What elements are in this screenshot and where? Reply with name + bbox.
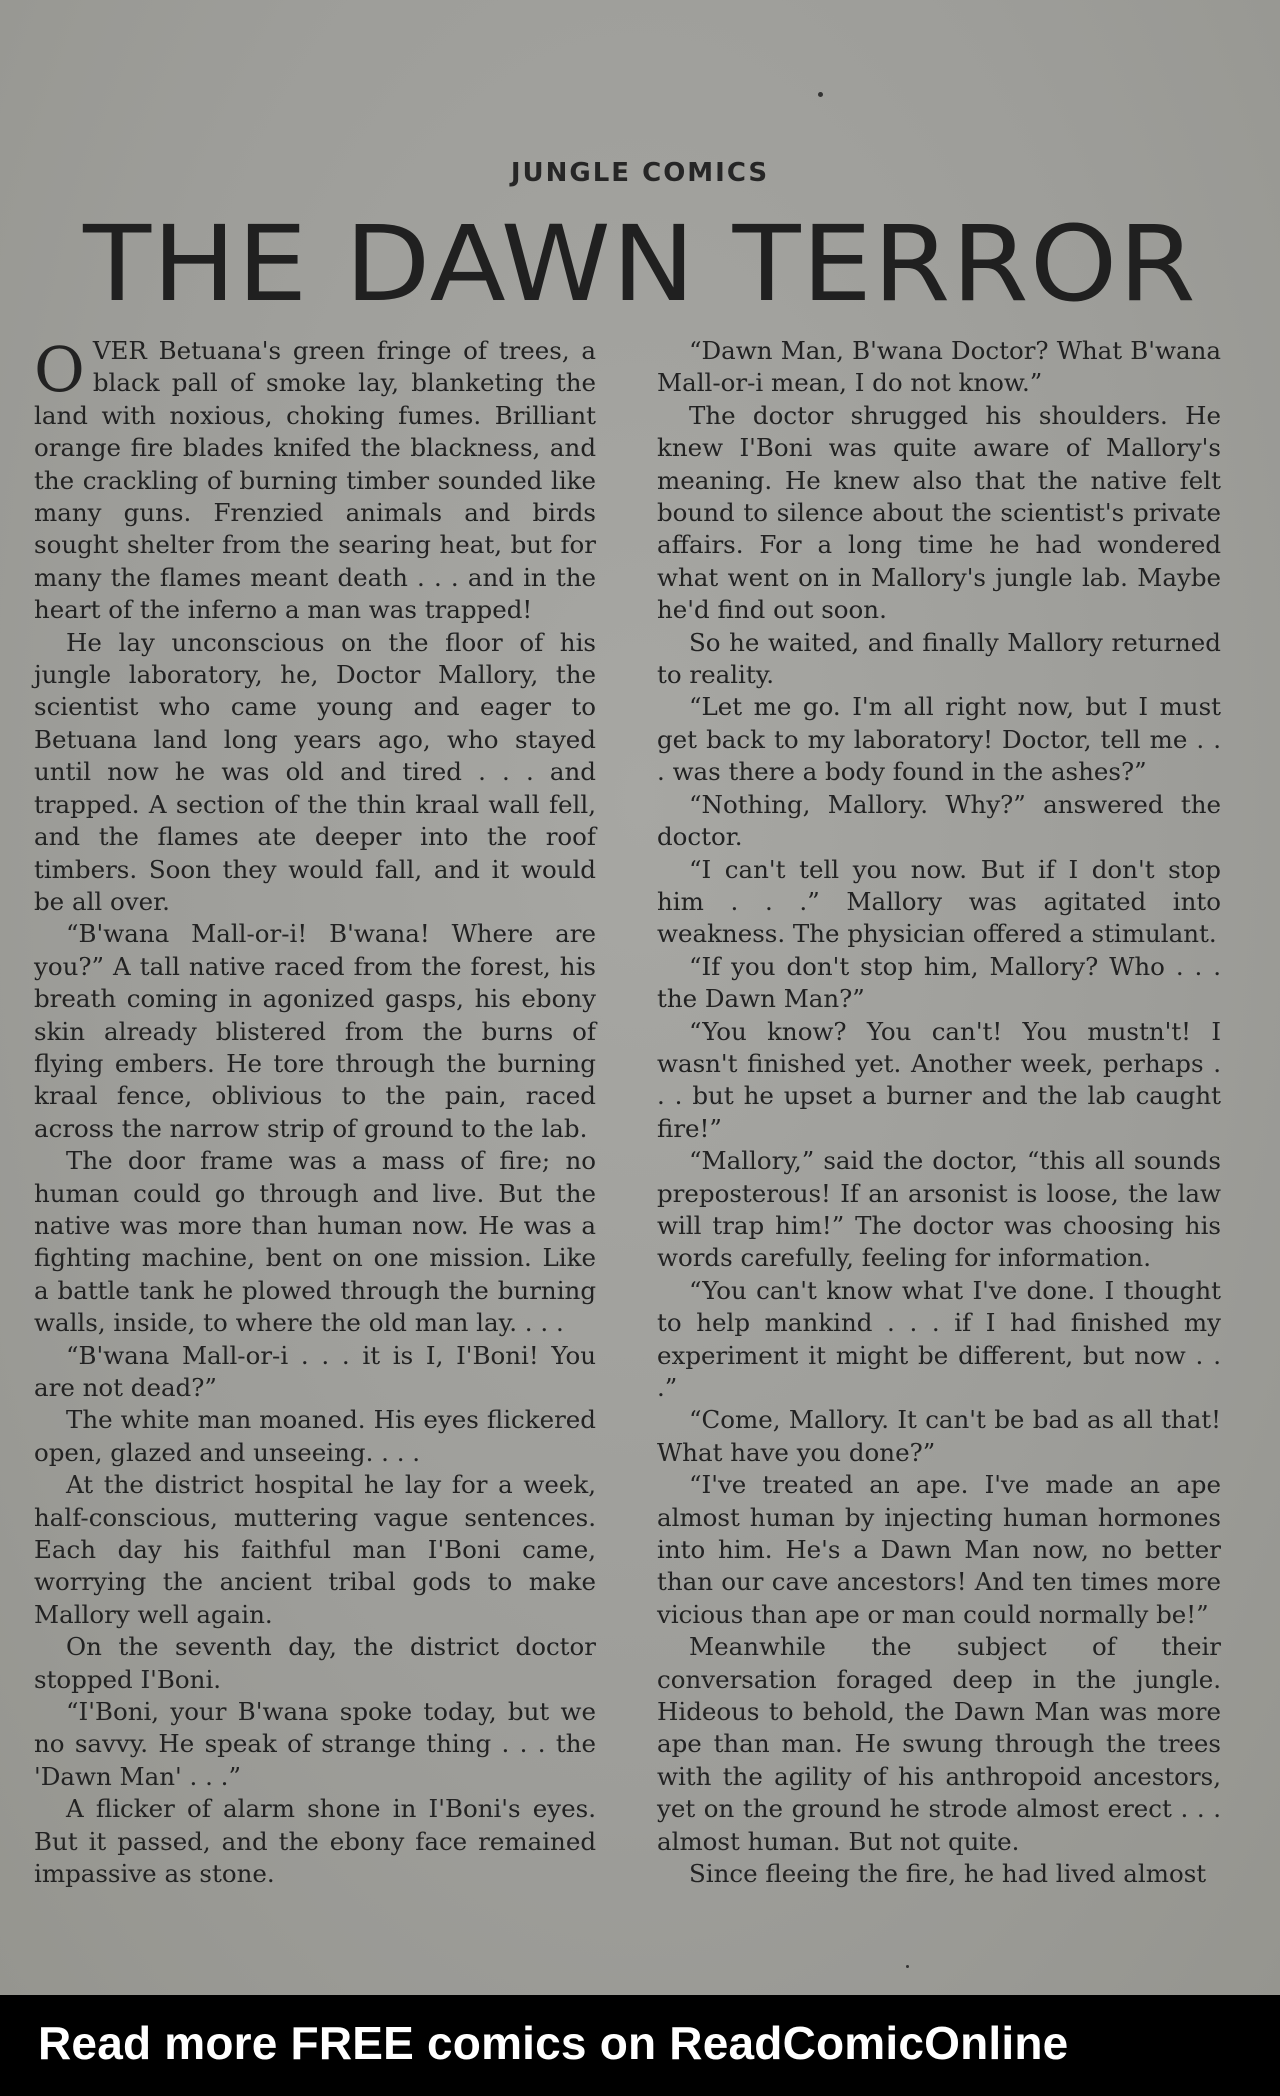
- story-paragraph: On the seventh day, the district doctor stopped I'Boni.: [34, 1632, 596, 1694]
- story-paragraph: “Nothing, Mallory. Why?” answered the doctor.: [657, 789, 1221, 852]
- story-paragraph: “If you don't stop him, Mallory? Who . . . the Dawn Man?”: [657, 951, 1221, 1014]
- story-paragraph: “I'Boni, your B'wana spoke today, but we no savvy. He speak of strange thing . . . the 'Dawn Man' . . .”: [34, 1697, 596, 1791]
- story-paragraph: A flicker of alarm shone in I'Boni's eyes. But it passed, and the ebony face remained impassive as stone.: [34, 1794, 596, 1889]
- paragraph-text: VER Betuana's green fringe of trees, a black pall of smoke lay, blanketing the land with noxious, choking fumes. Brilliant orange fire blades knifed the blackness, and the crackling of burning timber sounded like many guns. Frenzied animals and birds sought shelter from the searing heat, but for many the flames meant death . . . and in the heart of the inferno a man was trapped!: [34, 336, 596, 625]
- story-paragraph: “B'wana Mall-or-i . . . it is I, I'Boni! You are not dead?”: [34, 1340, 596, 1402]
- story-paragraph: The door frame was a mass of fire; no human could go through and live. But the native was more than human now. He was a fighting machine, bent on one mission. Like a battle tank he plowed through the burning walls, inside, to where the old man lay. . . .: [34, 1146, 596, 1338]
- story-paragraph: He lay unconscious on the floor of his jungle laboratory, he, Doctor Mallory, the scientist who came young and eager to Betuana land long years ago, who stayed until now he was old and tired . . . and trapped. A section of the thin kraal wall fell, and the flames ate deeper into the roof timbers. Soon they would fall, and it would be all over.: [34, 627, 596, 916]
- right-column: [657, 335, 1221, 1891]
- story-paragraph: “Let me go. I'm all right now, but I must get back to my laboratory! Doctor, tell me . . . was there a body found in the ashes?”: [657, 692, 1221, 787]
- story-paragraph: “B'wana Mall-or-i! B'wana! Where are you?” A tall native raced from the forest, his breath coming in agonized gasps, his ebony skin already blistered from the burns of flying embers. He tore through the burning kraal fence, oblivious to the pain, raced across the narrow strip of ground to the lab.: [34, 919, 596, 1143]
- story-paragraph: The doctor shrugged his shoulders. He knew I'Boni was quite aware of Mallory's meaning. He knew also that the native felt bound to silence about the scientist's private affairs. For a long time he had wondered what went on in Mallory's jungle lab. Maybe he'd find out soon.: [657, 400, 1221, 625]
- drop-cap: O: [34, 333, 85, 406]
- story-paragraph: “You know? You can't! You mustn't! I wasn't finished yet. Another week, perhaps . . . but he upset a burner and the lab caught fire!”: [657, 1016, 1221, 1143]
- story-paragraph: “You can't know what I've done. I thought to help mankind . . . if I had finished my experiment it might be different, but now . . .”: [657, 1275, 1221, 1402]
- story-paragraph: At the district hospital he lay for a week, half-conscious, muttering vague sentences. Each day his faithful man I'Boni came, worrying the ancient tribal gods to make Mallory well again.: [34, 1470, 596, 1629]
- paper-speck: [906, 1965, 909, 1968]
- story-paragraph: Meanwhile the subject of their conversation foraged deep in the jungle. Hideous to behold, the Dawn Man was more ape than man. He swung through the trees with the agility of his anthropoid ancestors, yet on the ground he strode almost erect . . . almost human. But not quite.: [657, 1632, 1221, 1856]
- story-paragraph: [34, 335, 596, 627]
- magazine-header: JUNGLE COMICS: [510, 158, 770, 188]
- story-paragraph: So he waited, and finally Mallory returned to reality.: [657, 627, 1221, 690]
- promo-link[interactable]: Read more FREE comics on ReadComicOnline: [38, 2017, 1069, 2069]
- story-paragraph: “Dawn Man, B'wana Doctor? What B'wana Mall-or-i mean, I do not know.”: [657, 336, 1221, 398]
- story-paragraph: “Mallory,” said the doctor, “this all sounds preposterous! If an arsonist is loose, the law will trap him!” The doctor was choosing his words carefully, feeling for information.: [657, 1146, 1221, 1273]
- paper-speck: [818, 92, 823, 97]
- left-column: [34, 335, 596, 1891]
- story-paragraph: “I've treated an ape. I've made an ape almost human by injecting human hormones into him. He's a Dawn Man now, no better than our cave ancestors! And ten times more vicious than ape or man could normally be!”: [657, 1470, 1221, 1629]
- story-paragraph: Since fleeing the fire, he had lived almost: [689, 1859, 1207, 1889]
- story-title: THE DAWN TERROR: [83, 203, 1197, 325]
- promo-banner[interactable]: [0, 1995, 1280, 2096]
- story-paragraph: The white man moaned. His eyes flickered open, glazed and unseeing. . . .: [34, 1405, 596, 1467]
- story-paragraph: “I can't tell you now. But if I don't stop him . . .” Mallory was agitated into weakness. The physician offered a stimulant.: [657, 854, 1221, 949]
- story-paragraph: “Come, Mallory. It can't be bad as all that! What have you done?”: [657, 1405, 1221, 1467]
